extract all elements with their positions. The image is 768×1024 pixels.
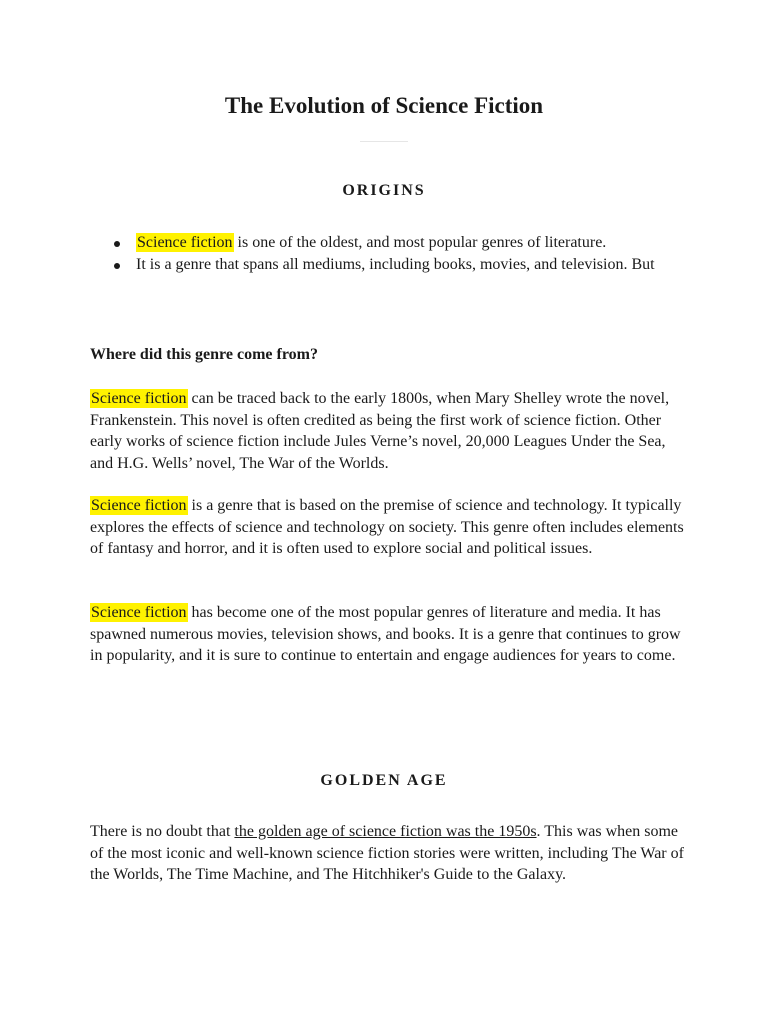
bullet-item — [90, 232, 690, 254]
origins-bullet-list — [90, 232, 690, 276]
document-title: The Evolution of Science Fiction — [224, 93, 544, 118]
paragraph — [90, 388, 690, 474]
paragraph-text: can be traced back to the early 1800s, when Mary Shelley wrote the novel, Frankenstein. This novel is often credited as being the first work of science fiction. Other early works of science fiction include Jules Verne’s novel, 20,000 Leagues Under the Sea, and H.G. Wells’ novel, The War of the Worlds. — [90, 390, 670, 472]
paragraph-text: is a genre that is based on the premise of science and technology. It typically explores the effects of science and technology on society. This genre often includes elements of fantasy and horror, and it is often used to explore social and political issues. — [90, 497, 684, 557]
bullet-text: It is a genre that spans all mediums, including books, movies, and television. But — [136, 256, 655, 273]
section-heading-origins: ORIGINS — [342, 182, 426, 199]
paragraph — [90, 495, 690, 560]
paragraph — [90, 602, 690, 667]
bullet-item — [90, 254, 690, 276]
underlined-text: the golden age of science fiction was the 1950s — [234, 823, 537, 840]
paragraph-text: . This was when some of the most iconic and well-known science fiction stories were written, including The War of the Worlds, The Time Machine, and The Hitchhiker's Guide to the Galaxy. — [90, 823, 684, 883]
bullet-text: is one of the oldest, and most popular genres of literature. — [233, 234, 607, 251]
paragraph-text: There is no doubt that — [90, 823, 235, 840]
highlighted-text: Science fiction — [137, 234, 233, 251]
highlighted-text: Science fiction — [91, 497, 187, 514]
highlighted-text: Science fiction — [91, 390, 187, 407]
title-divider — [360, 141, 408, 142]
section-heading-golden-age: GOLDEN AGE — [320, 772, 448, 789]
highlighted-text: Science fiction — [91, 604, 187, 621]
paragraph — [90, 821, 690, 886]
question-heading: Where did this genre come from? — [90, 346, 318, 363]
paragraph-text: has become one of the most popular genres of literature and media. It has spawned numerous movies, television shows, and books. It is a genre that continues to grow in popularity, and it is sure to continue to entertain and engage audiences for years to come. — [90, 604, 681, 664]
